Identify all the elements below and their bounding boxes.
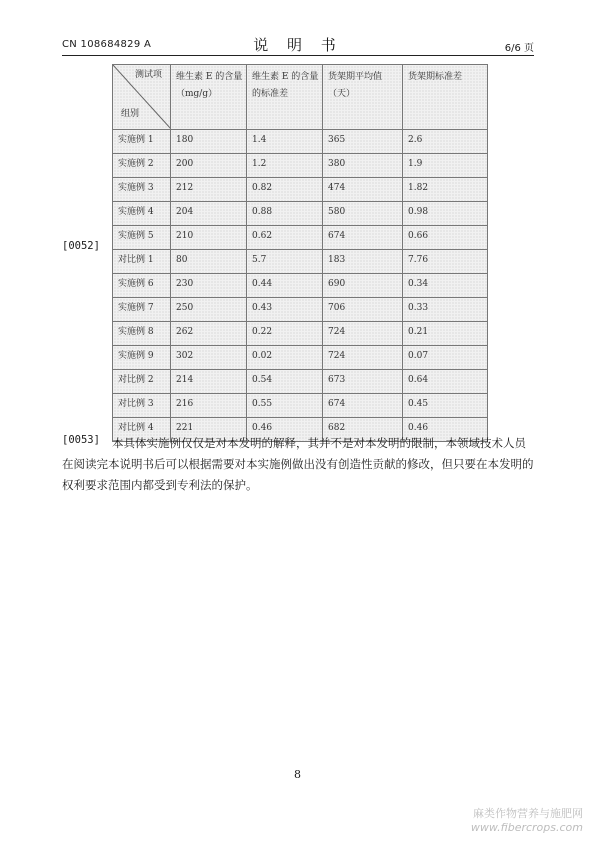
- table-row: [113, 154, 488, 178]
- table-cell: 0.02: [247, 346, 323, 370]
- table-cell: 0.22: [247, 322, 323, 346]
- table-cell: 0.66: [403, 226, 488, 250]
- row-label: 实施例 7: [113, 298, 171, 322]
- row-label: 实施例 6: [113, 274, 171, 298]
- document-title: 说 明 书: [253, 36, 343, 54]
- table-cell: 0.88: [247, 202, 323, 226]
- table-cell: 212: [171, 178, 247, 202]
- table-row: [113, 250, 488, 274]
- table-row: [113, 298, 488, 322]
- table-cell: 706: [323, 298, 403, 322]
- table-cell: 0.82: [247, 178, 323, 202]
- row-label: 实施例 9: [113, 346, 171, 370]
- table-cell: 474: [323, 178, 403, 202]
- table-cell: 0.98: [403, 202, 488, 226]
- table-cell: 0.45: [403, 394, 488, 418]
- table-cell: 724: [323, 322, 403, 346]
- table-cell: 0.54: [247, 370, 323, 394]
- corner-cell: [113, 65, 171, 130]
- table-cell: 262: [171, 322, 247, 346]
- paragraph-number-0053: [0053]: [62, 434, 100, 446]
- table-cell: 682: [323, 418, 403, 442]
- page-header: [62, 37, 534, 56]
- table-cell: 204: [171, 202, 247, 226]
- watermark-url: www.fibercrops.com: [470, 821, 583, 834]
- page-number: 8: [294, 768, 301, 781]
- column-header-shelf-life-std: 货架期标准差: [403, 65, 488, 130]
- row-label: 实施例 8: [113, 322, 171, 346]
- table-cell: 210: [171, 226, 247, 250]
- table-row: [113, 370, 488, 394]
- table-cell: 1.82: [403, 178, 488, 202]
- row-label: 对比例 2: [113, 370, 171, 394]
- table-cell: 180: [171, 130, 247, 154]
- table-cell: 214: [171, 370, 247, 394]
- table-row: [113, 322, 488, 346]
- table-cell: 0.55: [247, 394, 323, 418]
- table-cell: 0.46: [247, 418, 323, 442]
- column-header-shelf-life-mean: 货架期平均值（天）: [323, 65, 403, 130]
- row-label: 对比例 3: [113, 394, 171, 418]
- row-label: 实施例 1: [113, 130, 171, 154]
- column-header-vitamin-e-content: 维生素 E 的含量（mg/g）: [171, 65, 247, 130]
- row-label: 对比例 1: [113, 250, 171, 274]
- table-cell: 0.64: [403, 370, 488, 394]
- table-cell: 1.9: [403, 154, 488, 178]
- table-cell: 230: [171, 274, 247, 298]
- table-header-row: [113, 65, 488, 130]
- table-cell: 690: [323, 274, 403, 298]
- table-cell: 80: [171, 250, 247, 274]
- row-label: 实施例 2: [113, 154, 171, 178]
- table-cell: 0.43: [247, 298, 323, 322]
- table-row: [113, 394, 488, 418]
- table-row: [113, 346, 488, 370]
- table-cell: 0.44: [247, 274, 323, 298]
- paragraph-0053-text: 本具体实施例仅仅是对本发明的解释，其并不是对本发明的限制，本领域技术人员在阅读完本说明书后可以根据需要对本实施例做出没有创造性贡献的修改，但只要在本发明的权利要求范围内都受到专利法的保护。: [62, 436, 534, 492]
- table-cell: 724: [323, 346, 403, 370]
- watermark-site-name: 麻类作物营养与施肥网: [473, 807, 583, 820]
- row-label: 实施例 3: [113, 178, 171, 202]
- table-cell: 0.34: [403, 274, 488, 298]
- table-row: [113, 178, 488, 202]
- row-label: 实施例 5: [113, 226, 171, 250]
- corner-bottom-label: 组别: [121, 109, 140, 119]
- table-cell: 5.7: [247, 250, 323, 274]
- row-label: 对比例 4: [113, 418, 171, 442]
- table-cell: 7.76: [403, 250, 488, 274]
- table-cell: 673: [323, 370, 403, 394]
- table-cell: 200: [171, 154, 247, 178]
- column-header-vitamin-e-std: 维生素 E 的含量的标准差: [247, 65, 323, 130]
- corner-top-label: 测试项: [134, 70, 162, 80]
- table-cell: 221: [171, 418, 247, 442]
- patent-number: CN 108684829 A: [62, 39, 152, 50]
- table-cell: 0.46: [403, 418, 488, 442]
- row-label: 实施例 4: [113, 202, 171, 226]
- table-cell: 2.6: [403, 130, 488, 154]
- table-cell: 580: [323, 202, 403, 226]
- table-cell: 1.4: [247, 130, 323, 154]
- table-cell: 302: [171, 346, 247, 370]
- table-cell: 0.21: [403, 322, 488, 346]
- page-indicator: 6/6 页: [504, 43, 534, 54]
- data-table-body: [112, 129, 488, 442]
- table-cell: 674: [323, 394, 403, 418]
- table-cell: 250: [171, 298, 247, 322]
- table-row: [113, 130, 488, 154]
- table-cell: 674: [323, 226, 403, 250]
- table-cell: 365: [323, 130, 403, 154]
- table-cell: 0.62: [247, 226, 323, 250]
- watermark: [471, 805, 583, 834]
- table-row: [113, 202, 488, 226]
- table-cell: 1.2: [247, 154, 323, 178]
- table-cell: 216: [171, 394, 247, 418]
- table-cell: 0.07: [403, 346, 488, 370]
- table-cell: 0.33: [403, 298, 488, 322]
- table-row: [113, 274, 488, 298]
- table-row: [113, 226, 488, 250]
- data-table-header: [112, 64, 488, 130]
- table-cell: 380: [323, 154, 403, 178]
- table-cell: 183: [323, 250, 403, 274]
- paragraph-number-0052: [0052]: [62, 240, 100, 252]
